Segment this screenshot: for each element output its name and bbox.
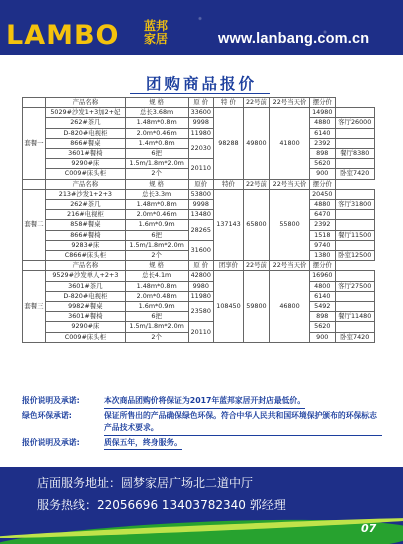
table-cell: 6140 bbox=[310, 128, 335, 138]
note-text: 保证所售出的产品确保绿色环保。符合中华人民共和国环境保护颁布的环保标志产品技术要求。 bbox=[104, 410, 382, 436]
notes-section bbox=[22, 395, 382, 451]
table-cell bbox=[335, 210, 374, 220]
table-cell: C866#床头柜 bbox=[46, 251, 126, 261]
table-cell: 6140 bbox=[310, 291, 335, 301]
table-cell: 900 bbox=[310, 332, 335, 342]
table-row bbox=[23, 200, 375, 210]
price-cell: 28265 bbox=[188, 220, 213, 240]
table-header-cell: 原价 bbox=[188, 179, 213, 189]
table-cell: 11980 bbox=[188, 291, 213, 301]
table-row bbox=[23, 108, 375, 118]
table-header-cell: 产品名称 bbox=[46, 98, 126, 108]
table-cell: 20450 bbox=[310, 189, 335, 199]
table-row bbox=[23, 322, 375, 332]
package-special: 65800 bbox=[243, 189, 269, 260]
table-cell: 6把 bbox=[125, 149, 188, 159]
table-cell bbox=[335, 322, 374, 332]
table-cell bbox=[335, 302, 374, 312]
table-cell: 9283#床 bbox=[46, 240, 126, 250]
table-row bbox=[23, 291, 375, 301]
table-header-cell: 摆分价 bbox=[310, 98, 335, 108]
note-row bbox=[22, 437, 382, 451]
table-cell: 1.5m/1.8m*2.0m bbox=[125, 159, 188, 169]
table-cell: 4880 bbox=[310, 200, 335, 210]
package-sum: 98288 bbox=[214, 108, 244, 179]
table-header-cell: 22号前 bbox=[243, 179, 269, 189]
note-row bbox=[22, 410, 382, 436]
table-cell: 11980 bbox=[188, 128, 213, 138]
table-header-cell: 22号前 bbox=[243, 98, 269, 108]
table-row bbox=[23, 210, 375, 220]
table-row bbox=[23, 240, 375, 250]
table-row bbox=[23, 302, 375, 312]
table-row bbox=[23, 159, 375, 169]
table-cell: 总长3.3m bbox=[125, 189, 188, 199]
table-cell: 9290#床 bbox=[46, 322, 126, 332]
table-cell: 1.4m*0.8m bbox=[125, 138, 188, 148]
price-cell: 31600 bbox=[188, 240, 213, 260]
table-header-row bbox=[23, 98, 375, 108]
table-header-cell: 原 价 bbox=[188, 261, 213, 271]
table-cell: 9529#沙发单人+2+3 bbox=[46, 271, 126, 281]
package-special: 49800 bbox=[243, 108, 269, 179]
table-cell: 216#电视柜 bbox=[46, 210, 126, 220]
brand-logo-cn bbox=[144, 20, 170, 46]
table-cell: 1.6m*0.9m bbox=[125, 302, 188, 312]
table-header-cell: 22号当天价 bbox=[270, 98, 310, 108]
price-table bbox=[22, 97, 375, 343]
table-cell bbox=[335, 189, 374, 199]
package-sum: 137143 bbox=[214, 189, 244, 260]
table-cell bbox=[335, 108, 374, 118]
note-row bbox=[22, 395, 382, 409]
table-cell: 262#茶几 bbox=[46, 118, 126, 128]
table-cell: 5492 bbox=[310, 302, 335, 312]
note-label: 绿色环保承诺: bbox=[22, 410, 72, 420]
table-header-row bbox=[23, 261, 375, 271]
table-cell bbox=[335, 220, 374, 230]
table-cell: 13480 bbox=[188, 210, 213, 220]
table-cell: 53800 bbox=[188, 189, 213, 199]
page-title: 团购商品报价 bbox=[145, 75, 257, 93]
table-cell: 客厅27500 bbox=[335, 281, 374, 291]
price-cell: 22030 bbox=[188, 138, 213, 158]
table-header-blank bbox=[23, 98, 46, 108]
table-row bbox=[23, 138, 375, 148]
table-cell: 9998 bbox=[188, 200, 213, 210]
table-cell: 3601#茶几 bbox=[46, 281, 126, 291]
table-cell: 1.48m*0.8m bbox=[125, 118, 188, 128]
table-cell: 262#茶几 bbox=[46, 200, 126, 210]
price-cell: 20110 bbox=[188, 159, 213, 179]
table-cell: 餐厅11500 bbox=[335, 230, 374, 240]
table-cell: 5620 bbox=[310, 322, 335, 332]
table-header-cell: 团享价 bbox=[214, 261, 244, 271]
table-header-cell: 22号当天价 bbox=[270, 179, 310, 189]
table-cell: 866#餐桌 bbox=[46, 138, 126, 148]
table-cell: 9982#餐桌 bbox=[46, 302, 126, 312]
table-cell: 2.0m*0.46m bbox=[125, 128, 188, 138]
package-pre: 55800 bbox=[270, 189, 310, 260]
brand-logo-cn-line1: 蓝邦 bbox=[144, 19, 169, 33]
table-cell: 2392 bbox=[310, 220, 335, 230]
table-cell: 总长3.68m bbox=[125, 108, 188, 118]
package-pre: 46800 bbox=[270, 271, 310, 342]
table-cell: 2.0m*0.48m bbox=[125, 291, 188, 301]
table-header-blank bbox=[23, 261, 46, 271]
table-cell: 4800 bbox=[310, 281, 335, 291]
table-cell: 42800 bbox=[188, 271, 213, 281]
table-header-cell: 规 格 bbox=[125, 179, 188, 189]
table-header-cell: 摆分价 bbox=[310, 261, 335, 271]
table-cell: 2个 bbox=[125, 251, 188, 261]
table-cell: 5620 bbox=[310, 159, 335, 169]
table-cell: 3601#餐椅 bbox=[46, 312, 126, 322]
table-row bbox=[23, 128, 375, 138]
table-cell: 858#餐桌 bbox=[46, 220, 126, 230]
table-cell: 1.6m*0.9m bbox=[125, 220, 188, 230]
table-cell: 1.5m/1.8m*2.0m bbox=[125, 322, 188, 332]
table-cell: 16960 bbox=[310, 271, 335, 281]
table-row bbox=[23, 220, 375, 230]
price-cell: 23580 bbox=[188, 302, 213, 322]
table-cell: 900 bbox=[310, 169, 335, 179]
brand-logo: LAMBO bbox=[6, 20, 120, 51]
table-cell: 餐厅11480 bbox=[335, 312, 374, 322]
table-header-cell: 22号当天价 bbox=[270, 261, 310, 271]
table-header-cell: 原 价 bbox=[188, 98, 213, 108]
table-cell bbox=[335, 291, 374, 301]
table-cell: 卧室7420 bbox=[335, 169, 374, 179]
table-header-blank bbox=[23, 179, 46, 189]
table-header-cell: 规 格 bbox=[125, 98, 188, 108]
table-cell: 33600 bbox=[188, 108, 213, 118]
table-cell: 898 bbox=[310, 312, 335, 322]
table-cell: 总长4.1m bbox=[125, 271, 188, 281]
table-cell: 餐厅8380 bbox=[335, 149, 374, 159]
note-text: 本次商品团购价将保证为2017年蓝邦家居开封店最低价。 bbox=[104, 395, 305, 409]
table-cell: 5029#沙发1+3加2+妃 bbox=[46, 108, 126, 118]
table-header-cell: 规 格 bbox=[125, 261, 188, 271]
page-number: 07 bbox=[361, 522, 377, 535]
table-cell: 9998 bbox=[188, 118, 213, 128]
table-cell: 6把 bbox=[125, 230, 188, 240]
table-header-cell: 22号前 bbox=[243, 261, 269, 271]
store-address: 店面服务地址：圆梦家居广场北二道中厅 bbox=[37, 476, 254, 490]
table-cell: D-820#电视柜 bbox=[46, 128, 126, 138]
site-url[interactable]: www.lanbang.com.cn bbox=[218, 31, 370, 47]
table-cell: 客厅31800 bbox=[335, 200, 374, 210]
package-pre: 41800 bbox=[270, 108, 310, 179]
table-cell: 9740 bbox=[310, 240, 335, 250]
table-cell: 1.5m/1.8m*2.0m bbox=[125, 240, 188, 250]
table-cell bbox=[335, 128, 374, 138]
table-cell: 客厅26000 bbox=[335, 118, 374, 128]
table-cell: D-820#电视柜 bbox=[46, 291, 126, 301]
table-cell: 卧室12500 bbox=[335, 251, 374, 261]
table-cell bbox=[335, 138, 374, 148]
package-name: 套餐一 bbox=[23, 108, 46, 179]
table-cell: 2个 bbox=[125, 332, 188, 342]
table-header-cell: 摆分价 bbox=[310, 179, 335, 189]
table-cell: 2392 bbox=[310, 138, 335, 148]
table-header-cell: 特价 bbox=[214, 179, 244, 189]
green-wave-decoration bbox=[0, 516, 403, 544]
package-name: 套餐二 bbox=[23, 189, 46, 260]
package-special: 59800 bbox=[243, 271, 269, 342]
package-name: 套餐三 bbox=[23, 271, 46, 342]
service-hotline: 服务热线：22056696 13403782340 郭经理 bbox=[37, 498, 286, 512]
table-cell: 4880 bbox=[310, 118, 335, 128]
table-row bbox=[23, 281, 375, 291]
package-sum: 108450 bbox=[214, 271, 244, 342]
table-row bbox=[23, 271, 375, 281]
table-cell: 3601#餐椅 bbox=[46, 149, 126, 159]
table-cell: 1.48m*0.8m bbox=[125, 281, 188, 291]
table-row bbox=[23, 189, 375, 199]
table-row bbox=[23, 118, 375, 128]
table-cell: 9290#床 bbox=[46, 159, 126, 169]
table-cell: 213#沙发1+2+3 bbox=[46, 189, 126, 199]
table-header-cell: 产品名称 bbox=[46, 179, 126, 189]
note-text: 质保五年，终身服务。 bbox=[104, 437, 182, 451]
table-cell: 898 bbox=[310, 149, 335, 159]
table-cell: 1380 bbox=[310, 251, 335, 261]
table-cell: C009#床头柜 bbox=[46, 169, 126, 179]
price-cell: 20110 bbox=[188, 322, 213, 342]
title-underline bbox=[130, 93, 270, 94]
table-cell bbox=[335, 159, 374, 169]
note-label: 报价说明及承诺: bbox=[22, 437, 80, 447]
table-cell: C009#床头柜 bbox=[46, 332, 126, 342]
table-cell: 6把 bbox=[125, 312, 188, 322]
table-cell: 1518 bbox=[310, 230, 335, 240]
table-cell: 卧室7420 bbox=[335, 332, 374, 342]
table-header-cell: 特 价 bbox=[214, 98, 244, 108]
table-cell: 866#餐椅 bbox=[46, 230, 126, 240]
note-label: 报价说明及承诺: bbox=[22, 396, 80, 405]
table-cell: 9980 bbox=[188, 281, 213, 291]
table-header-row bbox=[23, 179, 375, 189]
table-cell: 2个 bbox=[125, 169, 188, 179]
table-cell: 1.48m*0.8m bbox=[125, 200, 188, 210]
brand-logo-cn-line2: 家居 bbox=[144, 32, 169, 46]
table-cell bbox=[335, 271, 374, 281]
table-cell bbox=[335, 240, 374, 250]
table-header-cell: 产品名称 bbox=[46, 261, 126, 271]
table-cell: 6470 bbox=[310, 210, 335, 220]
table-cell: 2.0m*0.46m bbox=[125, 210, 188, 220]
table-cell: 14980 bbox=[310, 108, 335, 118]
